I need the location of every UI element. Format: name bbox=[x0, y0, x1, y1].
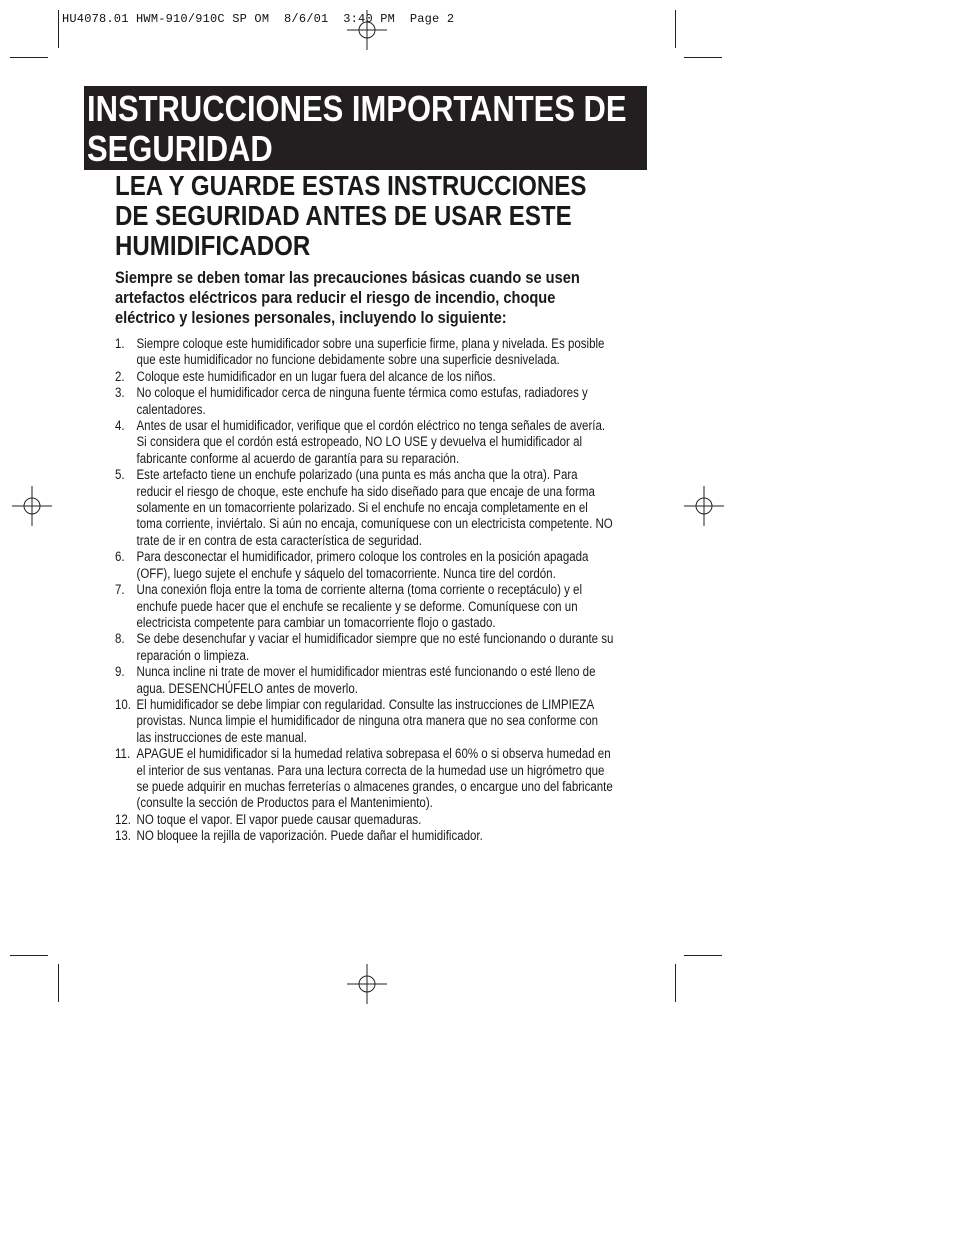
list-item-text: Coloque este humidificador en un lugar fuera del alcance de los niños. bbox=[136, 368, 496, 384]
list-item-text: Este artefacto tiene un enchufe polarizado (una punta es más ancha que la otra). Para reducir el riesgo de choque, este enchufe ha sido diseñado para que encaje de una forma solamente en un tomacorriente polarizado. Si el enchufe no encaja completamente en el toma corriente, inviértalo. Si aún no encaja, comuníquese con un electricista competente. NO trate de ir en contra de esta característica de seguridad. bbox=[136, 467, 613, 548]
list-item-text: Antes de usar el humidificador, verifique que el cordón eléctrico no tenga señales de avería. Si considera que el cordón está estropeado, NO LO USE y devuelva el humidificador al fabricante conforme al acuerdo de garantía para su reparación. bbox=[136, 418, 606, 466]
list-item-number: 2. bbox=[115, 368, 125, 384]
page-title bbox=[87, 89, 646, 169]
list-item bbox=[115, 828, 614, 844]
crop-mark bbox=[10, 57, 48, 58]
list-item bbox=[115, 467, 614, 549]
list-item-text: APAGUE el humidificador si la humedad relativa sobrepasa el 60% o si observa humedad en el interior de sus ventanas. Para una lectura correcta de la humedad use un higrómetro que se puede adquirir en muchas ferreterías o almacenes grandes, o encargue uno del fabricante (consulte la sección de Productos para el Mantenimiento). bbox=[136, 746, 613, 811]
crop-mark bbox=[684, 955, 722, 956]
list-item bbox=[115, 697, 614, 746]
registration-mark-top-icon bbox=[347, 10, 387, 50]
list-item bbox=[115, 664, 614, 697]
list-item-text: Se debe desenchufar y vaciar el humidificador siempre que no esté funcionando o durante su reparación o limpieza. bbox=[136, 631, 614, 663]
list-item bbox=[115, 336, 614, 369]
list-item-text: No coloque el humidificador cerca de ninguna fuente térmica como estufas, radiadores y calentadores. bbox=[136, 385, 588, 417]
crop-mark bbox=[675, 10, 676, 48]
registration-mark-left-icon bbox=[12, 486, 52, 526]
list-item bbox=[115, 631, 614, 664]
safety-instructions-list bbox=[115, 336, 614, 845]
page-title-line1: INSTRUCCIONES IMPORTANTES DE bbox=[87, 88, 627, 129]
registration-mark-bottom-icon bbox=[347, 964, 387, 1004]
list-item-text: NO toque el vapor. El vapor puede causar quemaduras. bbox=[136, 811, 422, 827]
crop-mark bbox=[58, 10, 59, 48]
list-item-number: 5. bbox=[115, 467, 125, 483]
list-item-text: Para desconectar el humidificador, primero coloque los controles en la posición apagada (OFF), luego sujete el enchufe y sáquelo del tomacorriente. Nunca tire del cordón. bbox=[136, 549, 589, 581]
list-item-number: 6. bbox=[115, 549, 125, 565]
list-item-number: 12. bbox=[115, 811, 132, 827]
list-item-number: 10. bbox=[115, 696, 132, 712]
list-item-number: 1. bbox=[115, 336, 125, 351]
list-item-number: 8. bbox=[115, 631, 125, 647]
list-item-number: 4. bbox=[115, 418, 125, 434]
title-bar bbox=[84, 86, 647, 170]
registration-mark-right-icon bbox=[684, 486, 724, 526]
list-item-number: 11. bbox=[115, 746, 131, 762]
list-item bbox=[115, 812, 614, 828]
list-item bbox=[115, 418, 614, 467]
crop-mark bbox=[675, 964, 676, 1002]
list-item-text: NO bloquee la rejilla de vaporización. Puede dañar el humidificador. bbox=[136, 828, 483, 844]
list-item-number: 3. bbox=[115, 385, 125, 401]
list-item-text: Nunca incline ni trate de mover el humidificador mientras esté funcionando o esté lleno de agua. DESENCHÚFELO antes de moverlo. bbox=[136, 664, 596, 696]
list-item bbox=[115, 582, 614, 631]
print-slug: HU4078.01 HWM-910/910C SP OM 8/6/01 3:40 PM Page 2 bbox=[62, 12, 455, 26]
page-title-line2: SEGURIDAD bbox=[87, 128, 273, 169]
subheading: LEA Y GUARDE ESTAS INSTRUCCIONES DE SEGURIDAD ANTES DE USAR ESTE HUMIDIFICADOR bbox=[115, 170, 587, 261]
list-item bbox=[115, 369, 614, 385]
list-item-text: Una conexión floja entre la toma de corriente alterna (toma corriente o receptáculo) y el enchufe puede hacer que el enchufe se recaliente y se deforme. Comuníquese con un electricista competente para cambiar un tomacorriente flojo o gastado. bbox=[136, 582, 583, 630]
crop-mark bbox=[58, 964, 59, 1002]
list-item-text: El humidificador se debe limpiar con regularidad. Consulte las instrucciones de LIMPIEZA provistas. Nunca limpie el humidificador de ninguna otra manera que no sea conforme con las instrucciones de este manual. bbox=[136, 696, 599, 745]
list-item-number: 13. bbox=[115, 828, 132, 844]
crop-mark bbox=[10, 955, 48, 956]
list-item bbox=[115, 746, 614, 812]
list-item-text: Siempre coloque este humidificador sobre una superficie firme, plana y nivelada. Es posible que este humidificador no funcione debidamente sobre una superficie desnivelada. bbox=[136, 336, 605, 368]
crop-mark bbox=[684, 57, 722, 58]
list-item-number: 7. bbox=[115, 582, 125, 598]
list-item bbox=[115, 385, 614, 418]
list-item-number: 9. bbox=[115, 664, 125, 680]
intro-paragraph: Siempre se deben tomar las precauciones básicas cuando se usen artefactos eléctricos para reducir el riesgo de incendio, choque eléctrico y lesiones personales, incluyendo lo siguiente: bbox=[115, 268, 580, 327]
list-item bbox=[115, 549, 614, 582]
